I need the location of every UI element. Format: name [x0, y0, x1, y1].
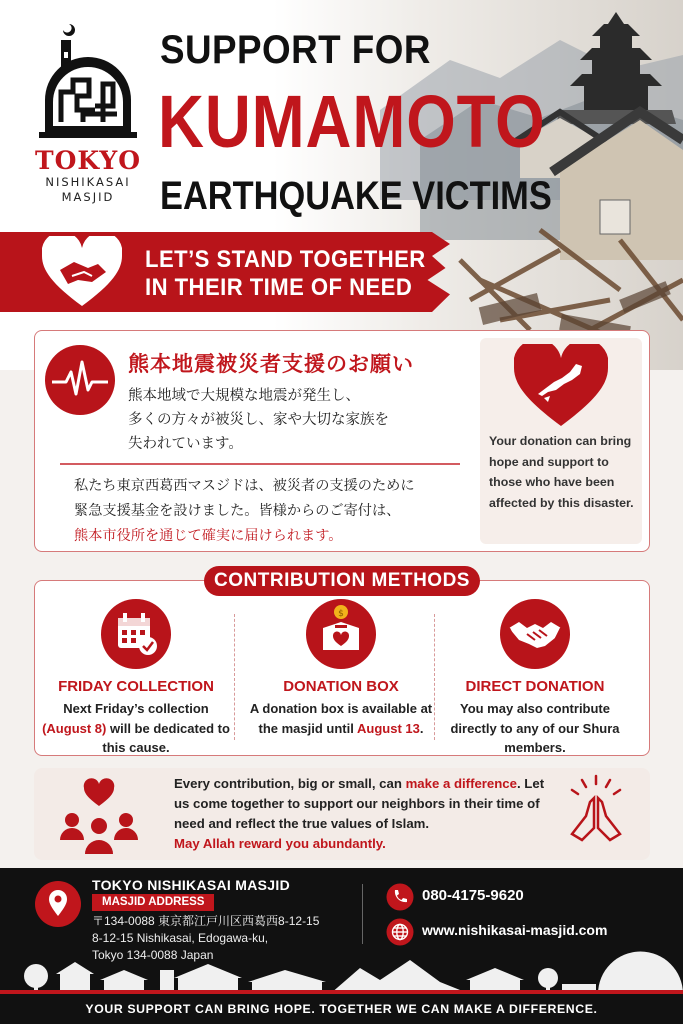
address-label: MASJID ADDRESS — [92, 894, 214, 911]
message-closing: May Allah reward you abundantly. — [174, 836, 386, 851]
method-friday-collection — [38, 598, 234, 758]
address-en-1: 8-12-15 Nishikasai, Edogawa-ku, — [92, 931, 269, 945]
footer-tagline: YOUR SUPPORT CAN BRING HOPE. TOGETHER WE CAN MAKE A DIFFERENCE. — [0, 994, 683, 1024]
method-description — [243, 699, 439, 738]
title-line-2: KUMAMOTO — [158, 80, 546, 163]
method-divider — [234, 614, 235, 740]
logo-subtitle-1: NISHIKASAI — [45, 175, 131, 189]
banner-text — [145, 246, 426, 302]
phone-number[interactable]: 080-4175-9620 — [422, 887, 524, 904]
globe-icon — [386, 918, 414, 946]
message-post: . Let us come together to support our neighbors in their time of need and reflect the true values of Islam. — [174, 776, 545, 831]
community-heart-icon — [56, 776, 142, 856]
method-text-highlight: (August 8) — [42, 720, 107, 736]
method-description — [38, 699, 234, 758]
appeal-divider — [60, 463, 460, 465]
appeal-line: 失われています。 — [128, 436, 243, 452]
method-title: DIRECT DONATION — [465, 678, 605, 695]
message-pre: Every contribution, big or small, can — [174, 776, 406, 791]
title-line-1: SUPPORT FOR — [160, 28, 431, 72]
logo-name: TOKYO — [34, 146, 142, 175]
city-skyline-illustration — [0, 950, 683, 994]
donation-side-text: Your donation can bring hope and support to those who have been affected by this disaster. — [489, 434, 634, 510]
handshake-icon — [499, 598, 571, 670]
address-jp: 〒134-0088 東京都江戸川区西葛西8-12-15 — [92, 914, 320, 928]
appeal-line: 緊急支援基金を設けました。皆様からのご寄付は、 — [74, 503, 401, 519]
masjid-logo — [28, 22, 148, 205]
method-title: FRIDAY COLLECTION — [58, 678, 214, 695]
donation-box-icon — [305, 598, 377, 670]
heart-hands-icon — [42, 236, 122, 308]
logo-subtitle-2: MASJID — [61, 190, 115, 204]
appeal-line: 多くの方々が被災し、家や大切な家族を — [128, 412, 389, 428]
method-text-highlight: August 13 — [357, 720, 420, 736]
website-link[interactable]: www.nishikasai-masjid.com — [422, 922, 608, 938]
method-text-post: will be dedicated to this cause. — [102, 720, 230, 755]
japan-heart-icon — [514, 344, 608, 428]
appeal-title: 熊本地震被災者支援のお願い — [128, 352, 414, 376]
method-donation-box — [243, 598, 439, 738]
appeal-line: 熊本地域で大規模な地震が発生し、 — [128, 388, 360, 404]
appeal-line: 私たち東京西葛西マスジドは、被災者の支援のために — [74, 478, 415, 494]
method-description: You may also contribute directly to any of our Shura members. — [450, 701, 620, 755]
mosque-logo-icon — [33, 22, 143, 140]
method-text-pre: Next Friday’s collection — [63, 701, 209, 716]
appeal-paragraph-2 — [74, 474, 474, 549]
location-pin-icon — [34, 880, 82, 928]
method-text-post: . — [419, 720, 424, 736]
address-en-2: Tokyo 134-0088 Japan — [92, 948, 214, 962]
footer-masjid-name: TOKYO NISHIKASAI MASJID — [92, 877, 290, 893]
banner-line-2: IN THEIR TIME OF NEED — [145, 274, 413, 301]
method-divider — [434, 614, 435, 740]
appeal-paragraph-1 — [128, 384, 458, 456]
appeal-highlight-line: 熊本市役所を通じて確実に届けられます。 — [74, 528, 343, 544]
praying-hands-icon — [564, 772, 628, 852]
message-highlight: make a difference — [405, 776, 517, 791]
method-text-pre: A donation box is available at the masjid until — [249, 701, 433, 736]
banner-line-1: LET’S STAND TOGETHER — [145, 246, 426, 273]
footer-divider — [362, 884, 363, 944]
message-text — [174, 774, 554, 854]
title-line-3: EARTHQUAKE VICTIMS — [160, 174, 552, 218]
heartbeat-icon — [44, 344, 116, 416]
contribution-methods-heading: CONTRIBUTION METHODS — [204, 566, 480, 596]
method-title: DONATION BOX — [283, 678, 399, 695]
calendar-check-icon — [100, 598, 172, 670]
svg-text:$: $ — [338, 609, 344, 619]
phone-icon — [386, 883, 414, 911]
method-direct-donation — [437, 598, 633, 758]
